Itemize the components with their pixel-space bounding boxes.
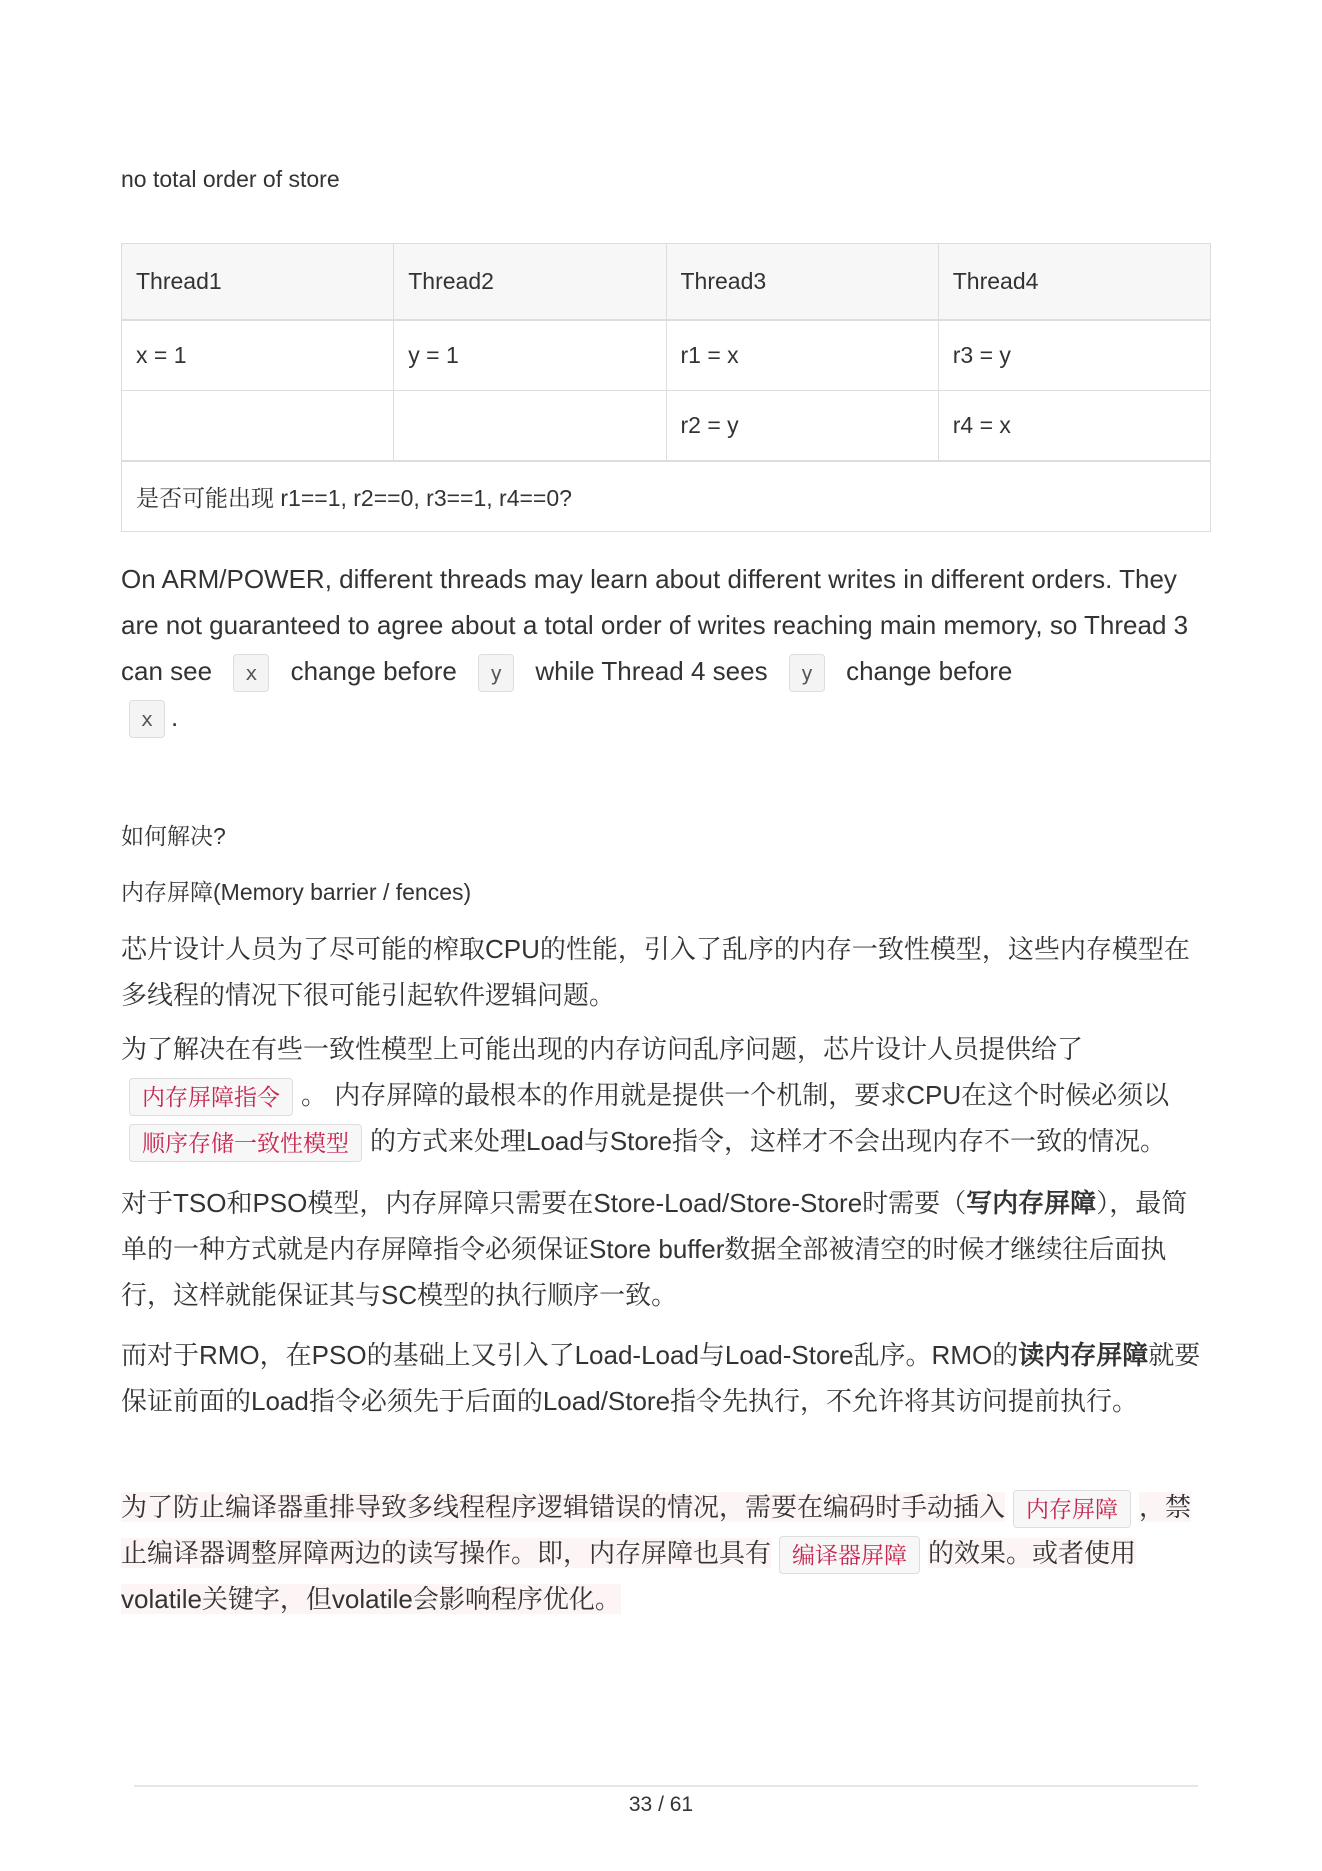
- table-header-cell: Thread3: [666, 244, 938, 321]
- inline-code-y: y: [478, 654, 514, 692]
- paragraph-text: 而对于RMO，在PSO的基础上又引入了Load-Load与Load-Store乱序。RMO的: [121, 1340, 1019, 1370]
- threads-table: [121, 243, 1211, 532]
- table-cell: y = 1: [394, 320, 666, 391]
- bold-term-write-barrier: 写内存屏障: [966, 1188, 1097, 1218]
- paragraph-text: 就要保证前面的Load指令必须先于后面的Load/Store指令先执行，不允许将其访问提前执行。: [121, 1340, 1201, 1416]
- table-row: [122, 391, 1211, 462]
- table-header-cell: Thread1: [122, 244, 394, 321]
- table-cell: r3 = y: [938, 320, 1210, 391]
- highlight-tag-memory-barrier: 内存屏障: [1013, 1490, 1131, 1528]
- inline-code-y: y: [789, 654, 825, 692]
- paragraph-chip-designers: 芯片设计人员为了尽可能的榨取CPU的性能，引入了乱序的内存一致性模型，这些内存模型在多线程的情况下很可能引起软件逻辑问题。: [121, 934, 1190, 1010]
- explanation-text: change before: [290, 656, 457, 686]
- paragraph-text: 为了防止编译器重排导致多线程程序逻辑错误的情况，需要在编码时手动插入: [121, 1492, 1006, 1522]
- paragraph-text: ，禁止编译器调整屏障两边的读写操作。即，内存屏障也具有: [121, 1492, 1192, 1568]
- heading-how-to-solve: 如何解决?: [121, 823, 226, 849]
- table-cell: [394, 391, 666, 462]
- table-header-cell: Thread2: [394, 244, 666, 321]
- explanation-text: while Thread 4 sees: [535, 656, 768, 686]
- inline-code-x: x: [233, 654, 269, 692]
- table-header-cell: Thread4: [938, 244, 1210, 321]
- paragraph-rmo: [121, 1332, 1211, 1424]
- inline-code-x: x: [129, 700, 165, 738]
- table-question-cell: 是否可能出现 r1==1, r2==0, r3==1, r4==0?: [122, 461, 1211, 532]
- paragraph-text: 。 内存屏障的最根本的作用就是提供一个机制，要求CPU在这个时候必须以: [301, 1080, 1170, 1110]
- paragraph-tso-pso: [121, 1180, 1211, 1318]
- explanation-text: change before: [846, 656, 1013, 686]
- table-cell: r1 = x: [666, 320, 938, 391]
- paragraph-text: ），最简单的一种方式就是内存屏障指令必须保证Store buffer数据全部被清空的时候才继续往后面执行，这样就能保证其与SC模型的执行顺序一致。: [121, 1188, 1188, 1310]
- paragraph-text: 的方式来处理Load与Store指令，这样才不会出现内存不一致的情况。: [370, 1126, 1166, 1156]
- highlight-tag-sequential-model: 顺序存储一致性模型: [129, 1124, 362, 1162]
- intro-text: no total order of store: [121, 166, 340, 192]
- table-cell: r2 = y: [666, 391, 938, 462]
- table-cell: [122, 391, 394, 462]
- bold-term-read-barrier: 读内存屏障: [1018, 1340, 1149, 1370]
- paragraph-text: 的效果。或者使用volatile关键字，但volatile会影响程序优化。: [121, 1538, 1137, 1614]
- table-cell: r4 = x: [938, 391, 1210, 462]
- table-header-row: [122, 244, 1211, 321]
- paragraph-text: 为了解决在有些一致性模型上可能出现的内存访问乱序问题，芯片设计人员提供给了: [121, 1034, 1084, 1064]
- paragraph-barrier-purpose: [121, 1026, 1211, 1164]
- heading-memory-barrier: 内存屏障(Memory barrier / fences): [121, 879, 472, 905]
- page-number: 33 / 61: [628, 1793, 694, 1816]
- highlight-tag-compiler-barrier: 编译器屏障: [779, 1536, 920, 1574]
- table-row: [122, 320, 1211, 391]
- table-question-row: [122, 461, 1211, 532]
- paragraph-text: 对于TSO和PSO模型，内存屏障只需要在Store-Load/Store-Store时需要（: [121, 1188, 967, 1218]
- explanation-period: .: [171, 702, 179, 732]
- footer-divider: [134, 1785, 1198, 1787]
- paragraph-compiler-barrier: [121, 1484, 1211, 1622]
- english-explanation: [121, 556, 1211, 740]
- highlight-tag-barrier-instruction: 内存屏障指令: [129, 1078, 293, 1116]
- table-cell: x = 1: [122, 320, 394, 391]
- explanation-text: On ARM/POWER, different threads may learn about different writes in different orders. They are not guaranteed to agree about a total order of writes reaching main memory, so Thread 3 can see: [121, 564, 1189, 686]
